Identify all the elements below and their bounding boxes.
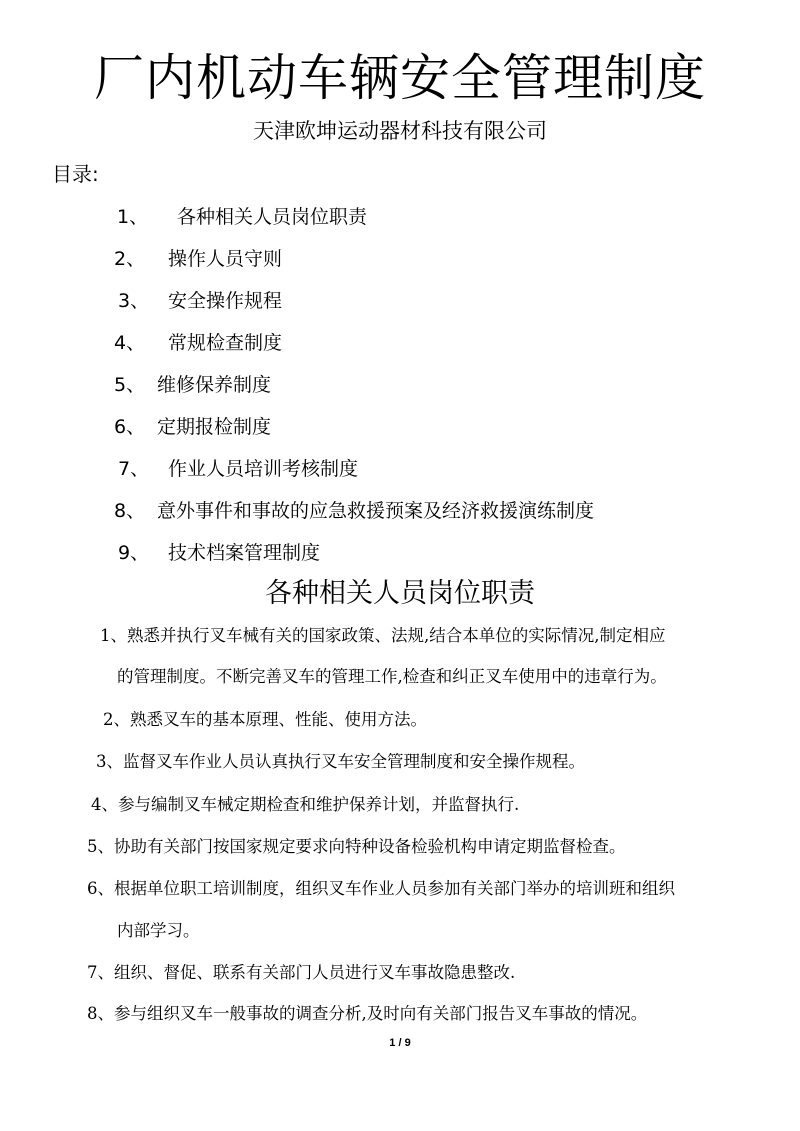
toc-item-text: 各种相关人员岗位职责 <box>177 206 368 228</box>
toc-item <box>114 497 594 525</box>
toc-label: 目录: <box>52 162 99 186</box>
document-title: 厂内机动车辆安全管理制度 <box>94 49 706 107</box>
toc-item <box>114 371 271 399</box>
toc-item-text: 安全操作规程 <box>168 290 283 312</box>
toc-item <box>114 413 271 441</box>
toc-item <box>118 287 282 315</box>
toc-item-number: 4、 <box>114 332 146 354</box>
toc-item-text: 技术档案管理制度 <box>168 542 321 564</box>
section-title: 各种相关人员岗位职责 <box>265 578 535 609</box>
paragraph-line: 4、参与编制叉车械定期检查和维护保养计划，并监督执行. <box>91 795 520 814</box>
company-name: 天津欧坤运动器材科技有限公司 <box>253 119 547 143</box>
toc-item-text: 意外事件和事故的应急救援预案及经济救援演练制度 <box>157 500 595 522</box>
toc-item-number: 3、 <box>118 290 150 312</box>
paragraph-line: 2、熟悉叉车的基本原理、性能、使用方法。 <box>103 710 427 729</box>
paragraph-line: 8、参与组织叉车一般事故的调查分析,及时向有关部门报告叉车事故的情况。 <box>87 1004 648 1023</box>
toc-item <box>118 455 358 483</box>
paragraph-line: 的管理制度。不断完善叉车的管理工作,检查和纠正叉车使用中的违章行为。 <box>117 667 667 686</box>
toc-item <box>118 539 320 567</box>
toc-item <box>117 203 367 231</box>
toc-item-text: 维修保养制度 <box>157 374 272 396</box>
toc-item-number: 9、 <box>118 542 150 564</box>
toc-item-number: 2、 <box>114 248 146 270</box>
paragraph-line: 3、监督叉车作业人员认真执行叉车安全管理制度和安全操作规程。 <box>96 752 585 771</box>
toc-item-number: 7、 <box>118 458 150 480</box>
paragraph-line: 6、根据单位职工培训制度，组织叉车作业人员参加有关部门举办的培训班和组织 <box>87 879 675 898</box>
toc-item-text: 作业人员培训考核制度 <box>168 458 359 480</box>
paragraph-line: 1、熟悉并执行叉车械有关的国家政策、法规,结合本单位的实际情况,制定相应 <box>100 626 666 645</box>
paragraph-line: 5、协助有关部门按国家规定要求向特种设备检验机构申请定期监督检查。 <box>87 837 626 856</box>
toc-item-text: 常规检查制度 <box>168 332 283 354</box>
paragraph-line: 7、组织、督促、联系有关部门人员进行叉车事故隐患整改. <box>87 963 516 982</box>
page-number: 1 / 9 <box>389 1037 411 1049</box>
toc-item <box>114 329 282 357</box>
toc-item <box>114 245 282 273</box>
toc-item-number: 8、 <box>114 500 146 522</box>
paragraph-line: 内部学习。 <box>117 921 200 940</box>
toc-item-text: 操作人员守则 <box>168 248 283 270</box>
toc-item-number: 6、 <box>114 416 146 438</box>
toc-item-number: 1、 <box>117 206 149 228</box>
toc-item-text: 定期报检制度 <box>157 416 272 438</box>
toc-item-number: 5、 <box>114 374 146 396</box>
